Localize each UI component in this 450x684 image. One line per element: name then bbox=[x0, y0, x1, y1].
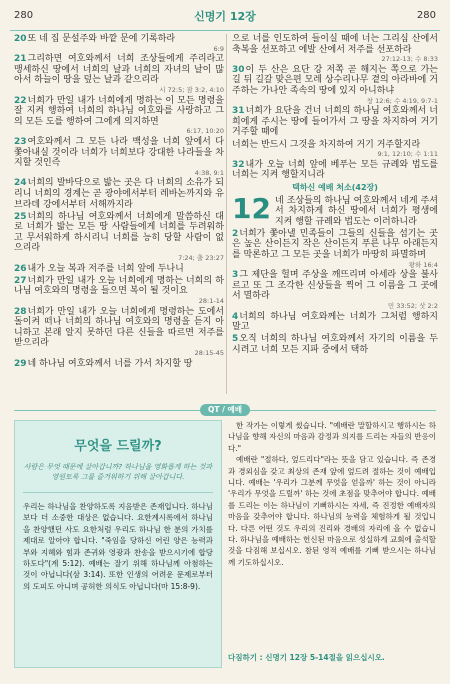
column-divider bbox=[226, 34, 227, 394]
verse bbox=[14, 137, 224, 177]
page-header bbox=[14, 6, 436, 28]
verse-text: 오직 너희의 하나님 여호와께서 자기의 이름을 두시려고 너희 모든 지파 중에서 택하 bbox=[232, 334, 438, 355]
verse bbox=[232, 34, 438, 63]
verse-text: 이 두 산은 요단 강 저쪽 곧 해지는 쪽으로 가는 길 뒤 길갈 맞은편 모레 상수리나무 곁의 아라바에 거주하는 가나안 족속의 땅에 있지 아니하냐 bbox=[232, 64, 438, 96]
qt-footer: 다짐하기 : 신명기 12장 5-14절을 읽으십시오. bbox=[228, 653, 385, 662]
verse-text: 너희가 쫓아낼 민족들이 그들의 신들을 섬기는 곳은 높은 산이든지 작은 산이든지 푸른 나무 아래든지를 막론하고 그 모든 곳을 너희가 마땅히 파멸하며 bbox=[232, 228, 438, 261]
verse-text: 내가 오늘 너희 앞에 베푸는 모든 규례와 법도를 너희는 지켜 행할지니라 bbox=[232, 159, 438, 181]
cross-reference: 28:15-45 bbox=[194, 349, 224, 357]
cross-reference: 28:1-14 bbox=[198, 297, 224, 306]
verse-text: 네 조상들의 하나님 여호와께서 네게 주셔서 차지하게 하신 땅에서 너희가 평생에 지켜 행할 규례와 법도는 이러하니라 bbox=[274, 195, 438, 227]
qt-paragraph: 예배란 "절하다, 엎드리다"라는 뜻을 담고 있습니다. 즉 존경과 경외심을 갖고 최상의 존재 앞에 엎드려 절하는 것이 예배입니다. 예배는 '우리가 그분께 무엇을 얻을까' 하는 것이 아니라 '우리가 무엇을 드릴까' 하는 것에 초점을 맞추어야 합니다. 예배를 드리는 이는 하나님이 기뻐하시는 자세, 즉 진정한 예배자의 마음을 갖추어야 합니다. 하나님의 능력을 체험하게 될 것입니다. 다른 어떤 것도 우리의 진리와 경배의 자리에 올 수 없습니다. 하나님을 예배하는 헌신된 마음으로 성실하게 교회에 출석할 것을 다짐해 보십시오. 참된 영적 예배를 기뻐 받으시는 하나님께 기도하십시오. bbox=[228, 455, 436, 567]
verse-text: 너희가 요단을 건너 너희의 하나님 여호와께서 너희에게 주시는 땅에 들어가서 그 땅을 차지하여 거기 거주할 때에 bbox=[232, 106, 438, 138]
verse-text: 내가 오늘 복과 저주를 너희 앞에 두나니 bbox=[27, 263, 184, 274]
verse bbox=[232, 106, 438, 138]
verse bbox=[232, 65, 438, 105]
verse-number: 2 bbox=[232, 228, 239, 239]
verse-number: 22 bbox=[14, 95, 27, 106]
header-rule bbox=[10, 30, 440, 31]
verse-text: 너희의 하나님 여호와께서 너희에게 말씀하신 대로 너희가 밟는 모든 땅 사람들에게 너희를 두려워하고 무서워하게 하시리니 너희를 능히 당할 사람이 없으리라 bbox=[14, 211, 224, 254]
verse bbox=[14, 264, 224, 275]
verse bbox=[232, 160, 438, 181]
chapter-first-verse bbox=[232, 191, 438, 228]
verse bbox=[14, 178, 224, 210]
cross-reference: 왕하 16:4 bbox=[408, 260, 438, 269]
cross-reference: 민 33:52; 삿 2:2 bbox=[387, 302, 438, 311]
verse bbox=[232, 140, 438, 159]
verse-number: 28 bbox=[14, 306, 27, 317]
book-chapter-title: 신명기 12장 bbox=[194, 10, 256, 23]
verse-number: 24 bbox=[14, 178, 27, 189]
qt-subtitle: 사람은 무엇 때문에 살아갑니까? 하나님을 영화롭게 하는 것과 영원토록 그를 즐거워하기 위해 살아갑니다. bbox=[23, 463, 213, 481]
verses-chapter-11-end bbox=[232, 34, 438, 181]
verse-text: 으로 너를 인도하여 들이실 때에 너는 그리심 산에서 축복을 선포하고 에발 산에서 저주를 선포하라 bbox=[232, 34, 438, 55]
verse bbox=[14, 276, 224, 305]
verse-text: 너희의 발바닥으로 밟는 곳은 다 너희의 소유가 되리니 너희의 경계는 곧 광야에서부터 레바논까지와 유브라데 강에서부터 서해까지라 bbox=[14, 178, 224, 210]
verse-number: 32 bbox=[232, 159, 245, 170]
verse-text: 너희는 반드시 그것을 차지하여 거기 거주할지라 bbox=[232, 139, 421, 150]
verse bbox=[14, 212, 224, 262]
chapter-heading: 택하신 예배 처소(42장) bbox=[292, 182, 378, 192]
verse bbox=[232, 270, 438, 310]
qt-paragraph: 한 작가는 이렇게 썼습니다. "예배란 말할하시고 행하시는 하나님을 향해 자신의 마음과 감정과 의지를 드리는 자들의 반응이다." bbox=[228, 421, 436, 453]
verse-text: 그 제단을 헐며 주상을 깨뜨리며 아세라 상을 불사르고 또 그 조각한 신상들을 찍어 그 이름을 그 곳에서 멸하라 bbox=[232, 270, 438, 302]
qt-title: 무엇을 드릴까? bbox=[74, 439, 162, 454]
cross-reference: 창 12:6; 수 4:19, 9:7-1 bbox=[366, 96, 438, 105]
verse bbox=[14, 307, 224, 357]
verse-number: 21 bbox=[14, 54, 27, 65]
left-text-column bbox=[14, 34, 224, 371]
qt-box bbox=[14, 420, 222, 668]
verse-number: 31 bbox=[232, 106, 245, 117]
verse bbox=[14, 96, 224, 136]
right-text-column bbox=[232, 34, 438, 357]
verse bbox=[14, 359, 224, 370]
verse-number: 26 bbox=[14, 263, 27, 274]
qt-section-bar bbox=[14, 404, 436, 416]
verses-chapter-12 bbox=[232, 229, 438, 356]
cross-reference: 7:24; 출 23:27 bbox=[178, 254, 224, 263]
qt-divider bbox=[23, 492, 213, 493]
verse-text: 네 하나님 여호와께서 너를 가서 차지할 땅 bbox=[27, 358, 193, 369]
cross-reference: 4:38, 9:1 bbox=[194, 168, 224, 177]
cross-reference: 9:1, 12:10; 수 1:11 bbox=[377, 150, 438, 159]
verse-text: 너희가 만일 내가 오늘 너희에게 명하는 너희의 하나님 여호와의 명령을 들으면 복이 될 것이요 bbox=[14, 275, 224, 297]
verse bbox=[14, 34, 224, 53]
verse-text: 여호와께서 그 모든 나라 백성을 너희 앞에서 다 쫓아내실 것이라 너희가 너희보다 강대한 나라들을 차지할 것인즉 bbox=[14, 136, 224, 169]
verse-text: 또 네 집 문설주와 바깥 문에 기록하라 bbox=[27, 34, 176, 44]
verse-number: 29 bbox=[14, 358, 27, 369]
verse-number: 20 bbox=[14, 34, 27, 44]
qt-right-body bbox=[228, 420, 436, 668]
qt-label-badge: QT / 예배 bbox=[200, 404, 250, 416]
verse-number: 3 bbox=[232, 270, 239, 281]
verse bbox=[232, 312, 438, 333]
verse-number: 4 bbox=[232, 311, 239, 322]
chapter-number: 12 bbox=[232, 191, 271, 225]
cross-reference: 6:9 bbox=[213, 44, 224, 53]
page-number-right: 280 bbox=[416, 10, 436, 21]
verse-number: 30 bbox=[232, 64, 245, 75]
verse bbox=[14, 54, 224, 94]
cross-reference: 6:17, 10:20 bbox=[186, 127, 224, 136]
verse-number: 25 bbox=[14, 211, 27, 222]
verse-text: 너희가 만일 내가 오늘 너희에게 명령하는 도에서 돌이켜 떠나 너희의 하나님 여호와의 명령을 듣지 아니하고 본래 알지 못하던 다른 신들을 따르면 저주를 받으리라 bbox=[14, 306, 224, 349]
verse-number: 27 bbox=[14, 275, 27, 286]
qt-left-body: 우리는 하나님을 찬양하도록 지음받은 존재입니다. 하나님보다 더 소중한 대상은 없습니다. 요한계시록에서 하나님을 찬양했던 사도 요한처럼 우리도 하나님 한 분의 가치를 제대로 알아야 합니다. "죽임을 당하신 어린 양은 능력과 부와 지혜와 힘과 존귀와 영광과 찬송을 받으시기에 합당하도다"(계 5:12). 예배는 잘기 위해 하나님께 아첨하는 것이 아닙니다(삼 3:14). 또한 인생의 어려운 문제로부터의 도피도 아니며 공허한 의식도 아닙니다(마 15:8-9). bbox=[23, 502, 213, 591]
verse bbox=[232, 229, 438, 269]
cross-reference: 시 72:5; 잠 3:2, 4:10 bbox=[159, 85, 224, 94]
verse-text: 너희가 만일 내가 너희에게 명하는 이 모든 명령을 잘 지켜 행하여 너희의 하나님 여호와를 사랑하고 그의 모든 도를 행하여 그에게 의지하면 bbox=[14, 95, 224, 127]
verse-text: 그리하면 여호와께서 너희 조상들에게 주리라고 맹세하신 땅에서 너희의 날과 너희의 자녀의 날이 많아서 하늘이 땅을 덮는 날과 같으리라 bbox=[14, 54, 224, 86]
verse-text: 너희의 하나님 여호와께는 너희가 그처럼 행하지 말고 bbox=[232, 311, 438, 333]
page-number-left: 280 bbox=[14, 10, 34, 21]
cross-reference: 27:12-13; 수 8:33 bbox=[381, 55, 438, 64]
verse-number: 23 bbox=[14, 136, 27, 147]
verse-number: 5 bbox=[232, 334, 239, 345]
verse bbox=[232, 334, 438, 355]
